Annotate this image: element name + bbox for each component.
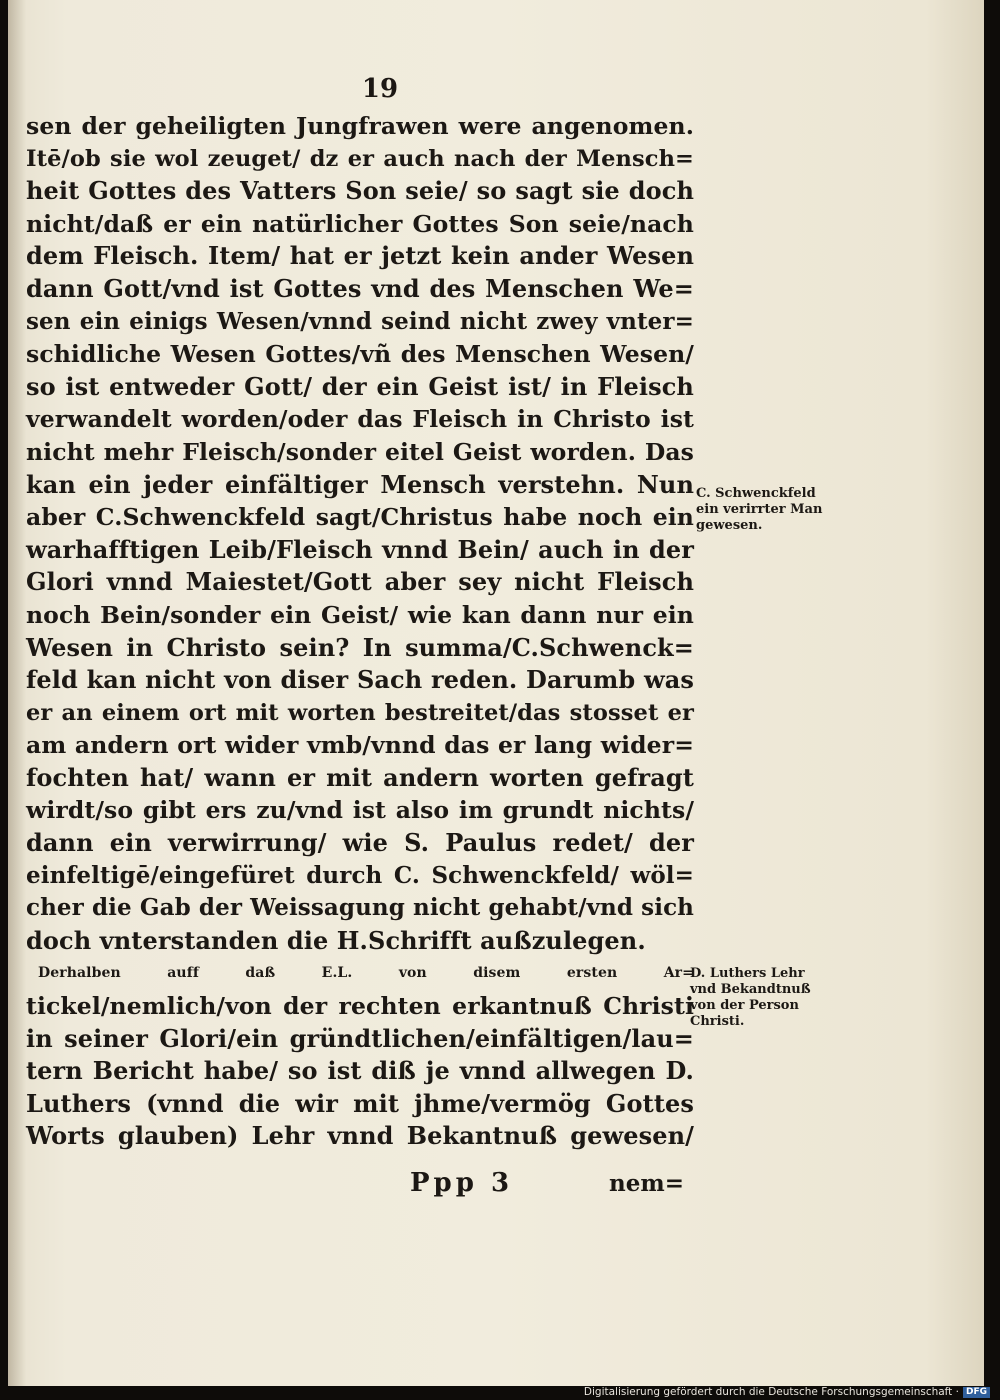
text-line: nicht mehr Fleisch/sonder eitel Geist worden. Das [26,437,694,466]
marginal-note-line: D. Luthers Lehr [690,966,805,981]
text-line: einfeltigē/eingefüret durch C. Schwenckfeld/ wöl= [26,861,694,889]
text-line: Worts glauben) Lehr vnnd Bekantnuß gewesen/ [26,1121,694,1151]
text-line: Itē/ob sie wol zeuget/ dz er auch nach der Mensch= [26,145,694,172]
text-line: fochten hat/ wann er mit andern worten gefragt [26,762,694,792]
marginal-note-line: ein verirrter Man [696,502,823,517]
text-line: tickel/nemlich/von der rechten erkantnuß Christi [26,992,694,1021]
text-line: dann ein verwirrung/ wie S. Paulus redet/ der [26,828,694,858]
text-line: er an einem ort mit worten bestreitet/das stosset er [26,699,694,726]
text-line: sen der geheiligten Jungfrawen were angenomen. [26,112,694,140]
marginal-note-line: Christi. [690,1014,745,1029]
dfg-logo-icon: DFG [963,1387,990,1398]
text-line: warhafftigen Leib/Fleisch vnnd Bein/ auch in der [26,534,694,564]
text-line: cher die Gab der Weissagung nicht gehabt/vnd sich [26,894,694,922]
text-line: feld kan nicht von diser Sach reden. Darumb was [26,665,694,695]
text-line: doch vnterstanden die H.Schrifft außzulegen. [26,925,646,955]
text-line: Luthers (vnnd die wir mit jhme/vermög Gottes [26,1088,694,1118]
digitization-credit [584,1386,990,1398]
text-line: dem Fleisch. Item/ hat er jetzt kein ander Wesen [26,241,694,271]
signature-mark: Ppp 3 [410,1168,514,1198]
text-line: verwandelt worden/oder das Fleisch in Christo ist [26,405,694,434]
page-gutter-shadow [8,0,26,1386]
text-line: tern Bericht habe/ so ist diß je vnnd allwegen D. [26,1056,694,1086]
text-line: noch Bein/sonder ein Geist/ wie kan dann nur ein [26,600,694,629]
text-line: nicht/daß er ein natürlicher Gottes Son seie/nach [26,209,694,238]
text-line: wirdt/so gibt ers zu/vnd ist also im grundt nichts/ [26,796,694,825]
marginal-note-line: vnd Bekandtnuß [690,982,811,997]
text-line: sen ein einigs Wesen/vnnd seind nicht zwey vnter= [26,307,694,335]
marginal-note-line: C. Schwenckfeld [696,486,816,501]
text-line: Derhalben auff daß E.L. von disem ersten Ar= [38,965,694,982]
catchword: nem= [609,1170,684,1197]
marginal-note-line: von der Person [690,998,799,1013]
text-line: so ist entweder Gott/ der ein Geist ist/ in Fleisch [26,371,694,401]
text-line: Glori vnnd Maiestet/Gott aber sey nicht Fleisch [26,567,694,597]
body-text [26,110,694,1153]
page-number: 19 [361,74,399,104]
page-foot [410,1168,684,1200]
text-line: am andern ort wider vmb/vnnd das er lang wider= [26,731,694,760]
marginal-note-line: gewesen. [696,518,763,533]
text-line: schidliche Wesen Gottes/vñ des Menschen Wesen/ [26,340,694,369]
marginal-note-schwenckfeld [696,486,822,534]
text-line: Wesen in Christo sein? In summa/C.Schwenck= [26,632,694,662]
text-line: in seiner Glori/ein gründtlichen/einfältigen/lau= [26,1023,694,1053]
text-line: kan ein jeder einfältiger Mensch verstehn. Nun [26,469,694,499]
credit-text: Digitalisierung gefördert durch die Deutsche Forschungsgemeinschaft · [583,1386,959,1398]
marginal-note-luther [690,966,811,1030]
text-line: aber C.Schwenckfeld sagt/Christus habe noch ein [26,503,694,532]
text-line: heit Gottes des Vatters Son seie/ so sagt sie doch [26,176,694,206]
text-line: dann Gott/vnd ist Gottes vnd des Menschen We= [26,273,694,303]
